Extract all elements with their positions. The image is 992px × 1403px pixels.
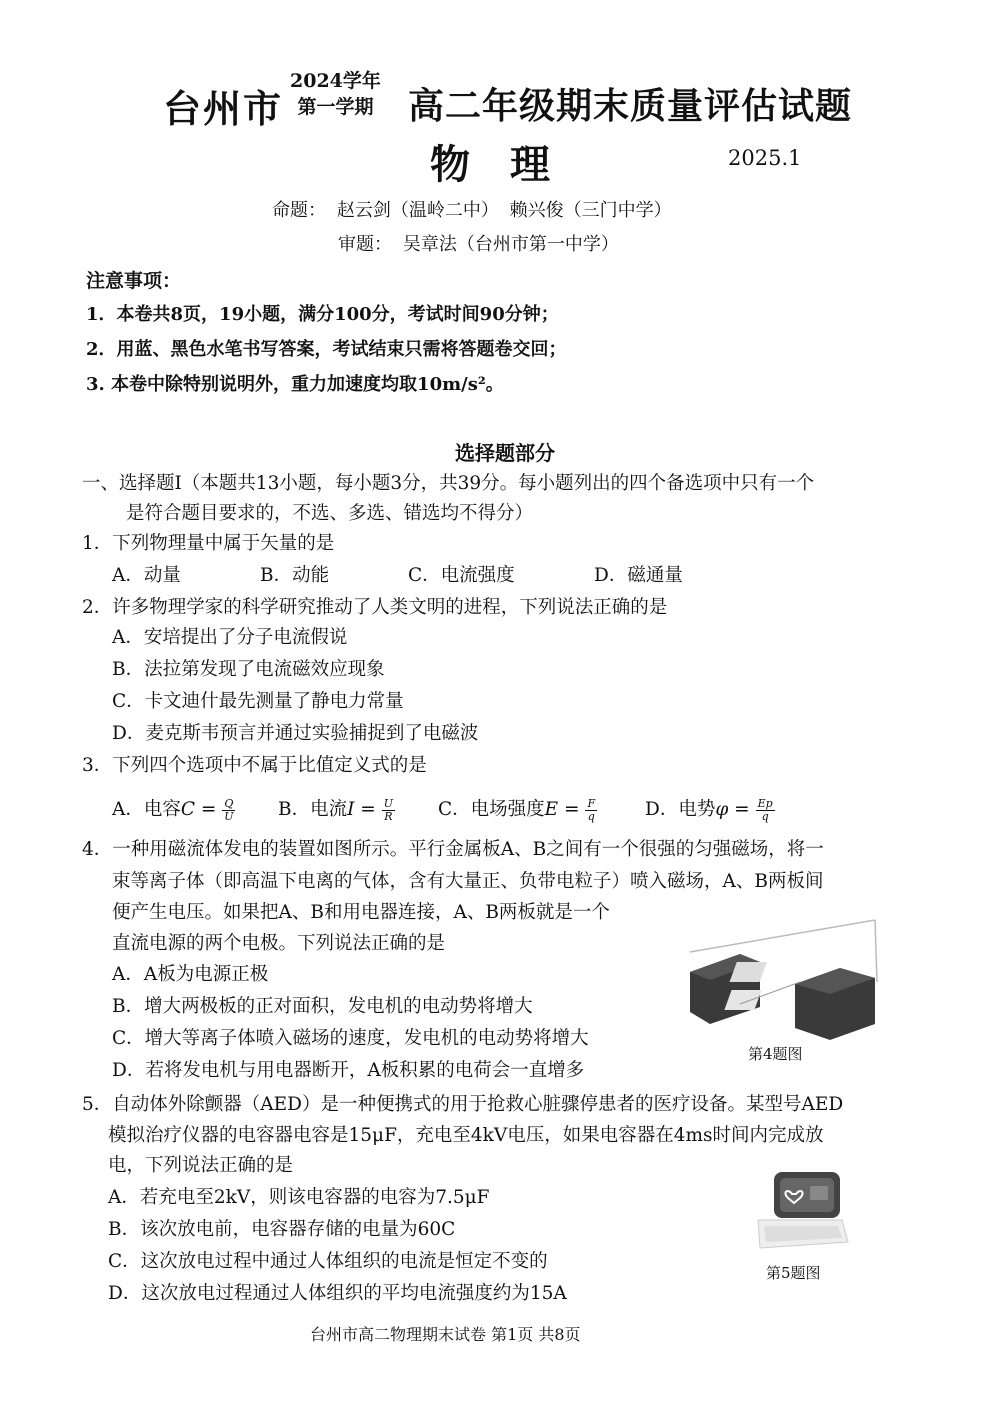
- q4-stem-line2: 束等离子体（即高温下电离的气体，含有大量正、负带电粒子）喷入磁场，A、B两板间: [112, 871, 824, 892]
- q4-option-c: C．增大等离子体喷入磁场的速度，发电机的电动势将增大: [112, 1028, 589, 1049]
- q3-option-d-label: D．电势: [645, 799, 716, 820]
- q5-stem-line3: 电，下列说法正确的是: [108, 1155, 294, 1176]
- q5-figure-caption: 第5题图: [766, 1264, 821, 1282]
- q1-option-c: C．电流强度: [408, 565, 515, 586]
- q3-option-c-label: C．电场强度: [438, 799, 545, 820]
- part1-instructions-line2: 是符合题目要求的，不选、多选、错选均不得分）: [126, 503, 534, 524]
- q4-figure-mhd-generator: [680, 912, 890, 1047]
- notice-heading: 注意事项：: [86, 270, 182, 292]
- exam-authors: 命题： 赵云剑（温岭二中） 赖兴俊（三门中学）: [272, 200, 672, 221]
- q3-d-denominator: q: [761, 809, 769, 823]
- q1-stem: 1．下列物理量中属于矢量的是: [82, 533, 335, 554]
- q3-option-a-var: C =: [180, 799, 217, 820]
- q3-b-numerator: U: [383, 796, 393, 810]
- q3-option-b: [278, 794, 395, 826]
- q5-option-d: D．这次放电过程通过人体组织的平均电流强度约为15A: [108, 1283, 567, 1304]
- exam-city: 台州市: [163, 86, 284, 131]
- q3-a-denominator: U: [224, 809, 234, 823]
- q5-stem-line1: 5．自动体外除颤器（AED）是一种便携式的用于抢救心脏骤停患者的医疗设备。某型号AED: [82, 1094, 844, 1115]
- exam-year: 2024学年: [290, 70, 381, 92]
- q4-stem-line3: 便产生电压。如果把A、B和用电器连接，A、B两板就是一个: [112, 902, 610, 923]
- q3-d-numerator: Ep: [757, 796, 773, 810]
- q3-b-denominator: R: [384, 809, 393, 823]
- q3-option-a-fraction: [222, 798, 235, 823]
- q5-option-b: B．该次放电前，电容器存储的电量为60C: [108, 1219, 456, 1240]
- exam-date: 2025.1: [728, 146, 802, 170]
- q3-option-c: [438, 794, 597, 826]
- q2-option-c: C．卡文迪什最先测量了静电力常量: [112, 691, 404, 712]
- exam-term: [290, 68, 381, 120]
- q3-option-b-label: B．电流: [278, 799, 348, 820]
- q2-option-b: B．法拉第发现了电流磁效应现象: [112, 659, 385, 680]
- q3-option-a-label: A．电容: [112, 799, 181, 820]
- q5-figure-aed-device: [752, 1168, 852, 1253]
- exam-semester: 第一学期: [297, 96, 374, 118]
- q3-a-numerator: Q: [224, 796, 234, 810]
- q4-stem-line4: 直流电源的两个电极。下列说法正确的是: [112, 933, 446, 954]
- part1-instructions-line1: 一、选择题Ⅰ（本题共13小题，每小题3分，共39分。每小题列出的四个备选项中只有一个: [82, 473, 815, 494]
- exam-title: 高二年级期末质量评估试题: [408, 85, 853, 127]
- q1-option-b: B．动能: [260, 565, 330, 586]
- q3-option-d-fraction: [756, 798, 775, 823]
- q5-option-a: A．若充电至2kV，则该电容器的电容为7.5μF: [108, 1187, 490, 1208]
- q5-stem-line2: 模拟治疗仪器的电容器电容是15μF，充电至4kV电压，如果电容器在4ms时间内完成放: [108, 1125, 824, 1146]
- q3-option-d: [645, 794, 775, 826]
- q3-option-d-var: φ =: [715, 799, 750, 820]
- q2-stem: 2．许多物理学家的科学研究推动了人类文明的进程，下列说法正确的是: [82, 597, 668, 618]
- notice-item-1: 1．本卷共8页，19小题，满分100分，考试时间90分钟；: [86, 304, 559, 325]
- q3-option-a: [112, 794, 235, 826]
- q3-c-numerator: F: [587, 796, 596, 810]
- q5-option-c: C．这次放电过程中通过人体组织的电流是恒定不变的: [108, 1251, 548, 1272]
- q1-option-d: D．磁通量: [594, 565, 683, 586]
- q3-option-b-var: I =: [347, 799, 376, 820]
- q3-option-c-var: E =: [544, 799, 580, 820]
- q4-stem-line1: 4．一种用磁流体发电的装置如图所示。平行金属板A、B之间有一个很强的匀强磁场，将一: [82, 839, 824, 860]
- q4-option-d: D．若将发电机与用电器断开，A板积累的电荷会一直增多: [112, 1060, 585, 1081]
- q4-option-b: B．增大两极板的正对面积，发电机的电动势将增大: [112, 996, 533, 1017]
- q3-stem: 3．下列四个选项中不属于比值定义式的是: [82, 755, 427, 776]
- q3-option-c-fraction: [585, 798, 597, 823]
- section-title: 选择题部分: [455, 441, 555, 465]
- notice-item-2: 2．用蓝、黑色水笔书写答案，考试结束只需将答题卷交回；: [86, 339, 567, 360]
- q4-figure-caption: 第4题图: [748, 1045, 803, 1063]
- notice-item-3: 3. 本卷中除特别说明外，重力加速度均取10m/s²。: [86, 374, 504, 395]
- exam-reviewer: 审题： 吴章法（台州市第一中学）: [338, 234, 619, 255]
- q3-c-denominator: q: [587, 809, 595, 823]
- exam-subject: 物理: [430, 141, 590, 188]
- q3-option-b-fraction: [382, 798, 395, 823]
- q4-option-a: A．A板为电源正极: [112, 964, 269, 985]
- q2-option-d: D．麦克斯韦预言并通过实验捕捉到了电磁波: [112, 723, 479, 744]
- page-footer: 台州市高二物理期末试卷 第1页 共8页: [310, 1325, 581, 1344]
- q1-option-a: A．动量: [112, 565, 181, 586]
- q2-option-a: A．安培提出了分子电流假说: [112, 627, 348, 648]
